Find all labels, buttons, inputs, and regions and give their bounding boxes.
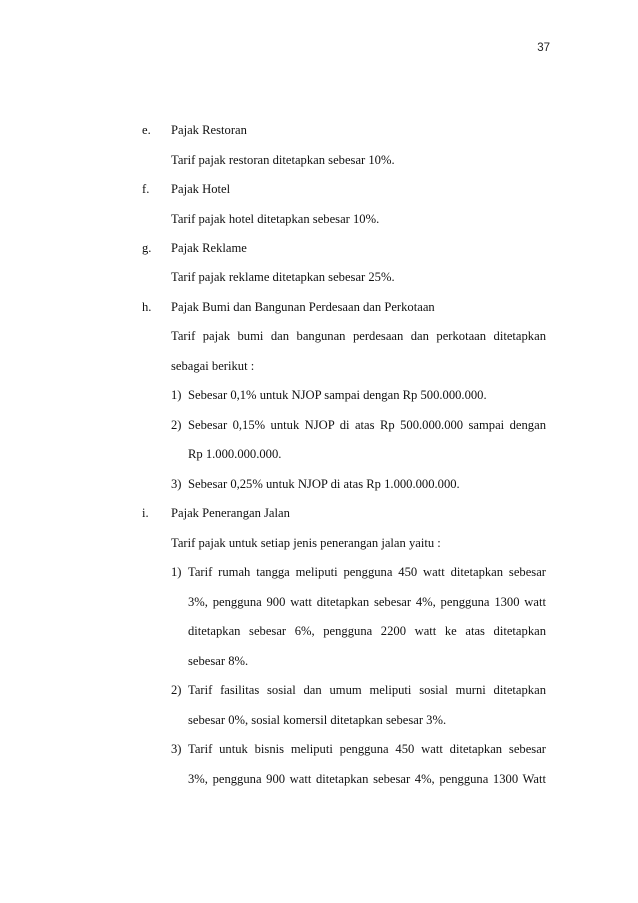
list-number: 3) xyxy=(171,742,182,756)
section-text-restoran: Tarif pajak restoran ditetapkan sebesar 10%. xyxy=(171,153,395,167)
section-text-reklame: Tarif pajak reklame ditetapkan sebesar 25%. xyxy=(171,270,395,284)
list-number: 1) xyxy=(171,388,182,402)
list-item-continued: ditetapkan sebesar 6%, pengguna 2200 watt ke atas ditetapkan xyxy=(188,624,546,638)
section-heading-penerangan-jalan: Pajak Penerangan Jalan xyxy=(171,506,290,520)
section-marker-i: i. xyxy=(142,506,149,520)
list-number: 2) xyxy=(171,418,182,432)
section-marker-e: e. xyxy=(142,123,151,137)
list-item-continued: 3%, pengguna 900 watt ditetapkan sebesar 4%, pengguna 1300 watt xyxy=(188,595,546,609)
section-text-pbb-line1: Tarif pajak bumi dan bangunan perdesaan dan perkotaan ditetapkan xyxy=(171,329,546,343)
section-marker-h: h. xyxy=(142,300,152,314)
page-number: 37 xyxy=(537,42,550,54)
section-text-pbb-line2: sebagai berikut : xyxy=(171,359,255,373)
list-item-continued: sebesar 8%. xyxy=(188,654,249,668)
list-item: Sebesar 0,1% untuk NJOP sampai dengan Rp 500.000.000. xyxy=(188,388,487,402)
section-marker-f: f. xyxy=(142,182,150,196)
list-number: 1) xyxy=(171,565,182,579)
section-text-penerangan-jalan: Tarif pajak untuk setiap jenis penerangan jalan yaitu : xyxy=(171,536,441,550)
list-item: Tarif untuk bisnis meliputi pengguna 450 watt ditetapkan sebesar xyxy=(188,742,546,756)
section-marker-g: g. xyxy=(142,241,152,255)
section-heading-pbb: Pajak Bumi dan Bangunan Perdesaan dan Perkotaan xyxy=(171,300,435,314)
list-item: Tarif rumah tangga meliputi pengguna 450 watt ditetapkan sebesar xyxy=(188,565,546,579)
section-heading-restoran: Pajak Restoran xyxy=(171,123,247,137)
section-heading-reklame: Pajak Reklame xyxy=(171,241,247,255)
section-text-hotel: Tarif pajak hotel ditetapkan sebesar 10%. xyxy=(171,212,380,226)
list-item-continued: Rp 1.000.000.000. xyxy=(188,447,282,461)
list-item: Sebesar 0,15% untuk NJOP di atas Rp 500.000.000 sampai dengan xyxy=(188,418,546,432)
list-item-continued: 3%, pengguna 900 watt ditetapkan sebesar 4%, pengguna 1300 Watt xyxy=(188,772,546,786)
list-number: 2) xyxy=(171,683,182,697)
list-item-continued: sebesar 0%, sosial komersil ditetapkan sebesar 3%. xyxy=(188,713,447,727)
list-number: 3) xyxy=(171,477,182,491)
list-item: Sebesar 0,25% untuk NJOP di atas Rp 1.000.000.000. xyxy=(188,477,460,491)
list-item: Tarif fasilitas sosial dan umum meliputi sosial murni ditetapkan xyxy=(188,683,546,697)
section-heading-hotel: Pajak Hotel xyxy=(171,182,231,196)
